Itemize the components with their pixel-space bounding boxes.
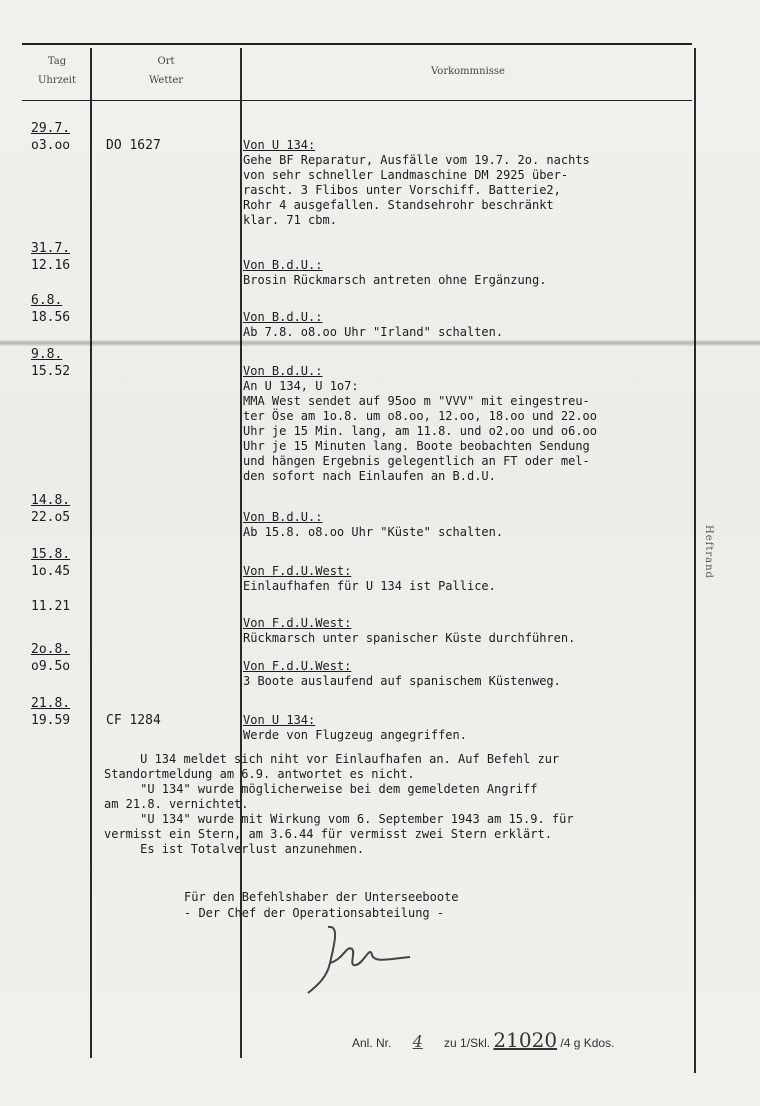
header-tag-uhrzeit: Tag Uhrzeit — [37, 56, 77, 86]
closing-line: Standortmeldung am 6.9. antwortet es nicht. — [104, 767, 415, 781]
closing-line: Es ist Totalverlust anzunehmen. — [104, 842, 365, 856]
entry-line: und hängen Ergebnis gelegentlich an FT oder mel- — [243, 454, 590, 468]
entry-time: o3.oo — [31, 138, 71, 153]
entry-datetime — [31, 120, 85, 154]
entry-datetime — [31, 598, 85, 615]
paper-fold — [0, 340, 760, 346]
entry-sender: Von B.d.U.: — [243, 510, 323, 524]
entry-time: 19.59 — [31, 713, 71, 728]
entry-sender: Von B.d.U.: — [243, 310, 323, 324]
entry-line: von sehr schneller Landmaschine DM 2925 über- — [243, 168, 569, 182]
entry-date: 14.8. — [31, 493, 71, 508]
entry-body — [243, 258, 693, 288]
entry-line: Ab 7.8. o8.oo Uhr "Irland" schalten. — [243, 325, 504, 339]
entry-date: 9.8. — [31, 347, 63, 362]
entry-line: Rohr 4 ausgefallen. Standsehrohr beschränkt — [243, 198, 554, 212]
table-top-rule — [22, 43, 692, 45]
closing-line: U 134 meldet sich niht vor Einlaufhafen an. Auf Befehl zur — [104, 752, 560, 766]
entry-line: Rückmarsch unter spanischer Küste durchführen. — [243, 631, 576, 645]
entry-date: 2o.8. — [31, 642, 71, 657]
entry-datetime — [31, 546, 85, 580]
side-label: Heftrand — [703, 525, 714, 579]
entry-sender: Von F.d.U.West: — [243, 564, 352, 578]
entry-body — [243, 713, 693, 743]
entry-line: MMA West sendet auf 95oo m "VVV" mit eingestreu- — [243, 394, 590, 408]
entry-datetime — [31, 695, 85, 729]
entry-position: CF 1284 — [106, 713, 161, 728]
header-bottom-rule — [22, 100, 692, 101]
entry-time: 15.52 — [31, 364, 71, 379]
entry-date: 29.7. — [31, 121, 71, 136]
entry-time: 18.56 — [31, 310, 71, 325]
entry-line: Uhr je 15 Minuten lang. Boote beobachten Sendung — [243, 439, 590, 453]
entry-time: 11.21 — [31, 599, 71, 614]
entry-body — [243, 659, 693, 689]
header-ort-wetter: Ort Wetter — [148, 56, 184, 86]
entry-line: rascht. 3 Flibos unter Vorschiff. Batterie2, — [243, 183, 561, 197]
footer-anl-nr: 4 — [412, 1032, 423, 1051]
closing-line: am 21.8. vernichtet. — [104, 797, 249, 811]
entry-datetime — [31, 641, 85, 675]
entry-line: An U 134, U 1o7: — [243, 379, 359, 393]
entry-date: 6.8. — [31, 293, 63, 308]
header-vorkommnisse: Vorkommnisse — [431, 66, 505, 77]
entry-datetime — [31, 240, 85, 274]
entry-line: Uhr je 15 Min. lang, am 11.8. und o2.oo und o6.oo — [243, 424, 598, 438]
entry-sender: Von U 134: — [243, 138, 316, 152]
entry-date: 31.7. — [31, 241, 71, 256]
signature-line: Für den Befehlshaber der Unterseeboote — [184, 890, 459, 904]
entry-sender: Von B.d.U.: — [243, 258, 323, 272]
closing-line: "U 134" wurde möglicherweise bei dem gemeldeten Angriff — [104, 782, 538, 796]
signature-line: - Der Chef der Operationsabteilung - — [184, 906, 445, 920]
entry-body — [243, 364, 693, 484]
entry-body — [243, 564, 693, 594]
entry-line: Gehe BF Reparatur, Ausfälle vom 19.7. 2o. nachts — [243, 153, 590, 167]
column-divider-1 — [90, 48, 92, 1058]
entry-line: klar. 71 cbm. — [243, 213, 337, 227]
entry-line: Einlaufhafen für U 134 ist Pallice. — [243, 579, 496, 593]
entry-body — [243, 310, 693, 340]
handwritten-signature — [300, 915, 430, 1005]
entry-time: 12.16 — [31, 258, 71, 273]
entry-body — [243, 138, 693, 228]
entry-date: 21.8. — [31, 696, 71, 711]
entry-sender: Von B.d.U.: — [243, 364, 323, 378]
entry-sender: Von F.d.U.West: — [243, 616, 352, 630]
footer-mid: zu 1/Skl. — [444, 1036, 491, 1050]
entry-position: DO 1627 — [106, 138, 161, 153]
footer-suffix2: g Kdos. — [573, 1036, 615, 1050]
closing-line: "U 134" wurde mit Wirkung vom 6. September 1943 am 15.9. für — [104, 812, 574, 826]
entry-line: Werde von Flugzeug angegriffen. — [243, 728, 467, 742]
footer-prefix: Anl. Nr. — [352, 1036, 392, 1050]
entry-sender: Von U 134: — [243, 713, 316, 727]
entry-line: Brosin Rückmarsch antreten ohne Ergänzung. — [243, 273, 547, 287]
entry-line: Ab 15.8. o8.oo Uhr "Küste" schalten. — [243, 525, 504, 539]
entry-datetime — [31, 292, 85, 326]
entry-time: 22.o5 — [31, 510, 71, 525]
entry-body — [243, 616, 693, 646]
entry-body — [243, 510, 693, 540]
footer-reference — [352, 1028, 614, 1052]
entry-line: 3 Boote auslaufend auf spanischem Küstenweg. — [243, 674, 561, 688]
footer-skl-nr: 21020 — [493, 1028, 558, 1052]
column-divider-3 — [694, 48, 696, 1073]
entry-time: o9.5o — [31, 659, 71, 674]
entry-datetime — [31, 346, 85, 380]
closing-line: vermisst ein Stern, am 3.6.44 für vermisst zwei Stern erklärt. — [104, 827, 552, 841]
footer-suffix: /4 — [560, 1036, 571, 1050]
closing-remarks — [104, 752, 704, 857]
entry-datetime — [31, 492, 85, 526]
entry-line: den sofort nach Einlaufen an B.d.U. — [243, 469, 496, 483]
entry-sender: Von F.d.U.West: — [243, 659, 352, 673]
entry-line: ter Öse am 1o.8. um o8.oo, 12.oo, 18.oo und 22.oo — [243, 409, 598, 423]
entry-date: 15.8. — [31, 547, 71, 562]
entry-time: 1o.45 — [31, 564, 71, 579]
